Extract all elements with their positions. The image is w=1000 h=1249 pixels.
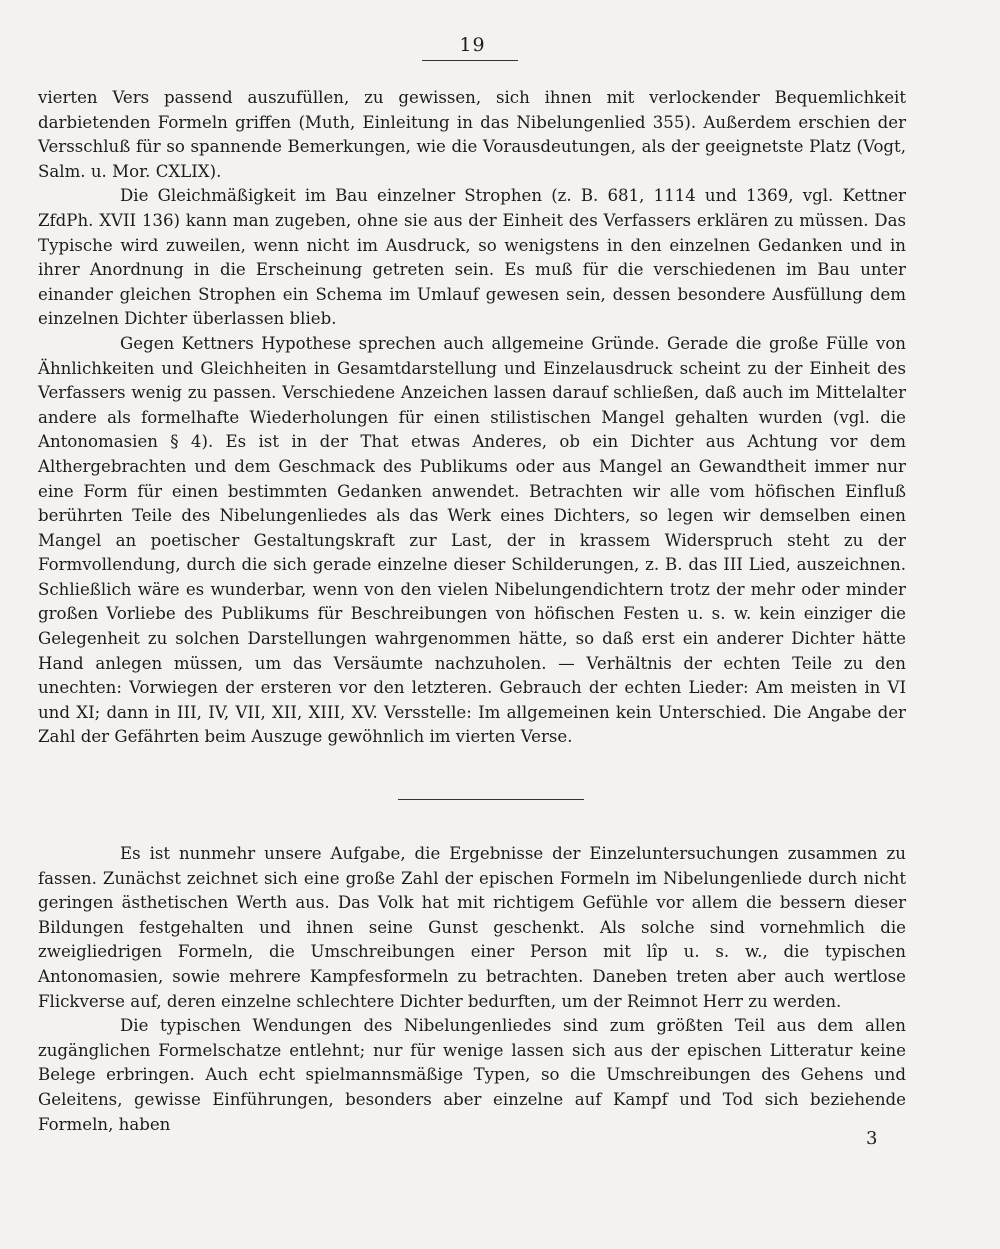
signature-mark: 3 — [866, 1128, 878, 1149]
paragraph: Die Gleichmäßigkeit im Bau einzelner Strophen (z. B. 681, 1114 und 1369, vgl. Kettner ZfdPh. XVII 136) kann man zugeben, ohne sie aus der Einheit des Verfassers erklären zu müssen. Das Typische wird zuweilen, wenn nicht im Ausdruck, so wenigstens in den einzelnen Gedanken und in ihrer Anordnung in die Erscheinung getreten sein. Es muß für die verschiedenen im Bau unter einander gleichen Strophen ein Schema im Umlauf gewesen sein, dessen besondere Ausfüllung dem einzelnen Dichter überlassen blieb. — [38, 186, 906, 329]
paragraph: Die typischen Wendungen des Nibelungenliedes sind zum größten Teil aus dem allen zugänglichen Formelschatze entlehnt; nur für wenige lassen sich aus der epischen Litteratur keine Belege erbringen. Auch echt spielmannsmäßige Typen, so die Umschreibungen des Gehens und Geleitens, gewisse Einführungen, besonders aber einzelne auf Kampf und Tod sich beziehende Formeln, haben — [38, 1016, 906, 1134]
paragraph: Gegen Kettners Hypothese sprechen auch allgemeine Gründe. Gerade die große Fülle von Ähnlichkeiten und Gleichheiten in Gesamtdarstellung und Einzelausdruck scheint zu der Einheit des Verfassers wenig zu passen. Verschiedene Anzeichen lassen darauf schließen, daß auch im Mittelalter andere als formelhafte Wiederholungen für einen stilistischen Mangel gehalten wurden (vgl. die Antonomasien § 4). Es ist in der That etwas Anderes, ob ein Dichter aus Achtung vor dem Althergebrachten und dem Geschmack des Publikums oder aus Mangel an Gewandtheit immer nur eine Form für einen bestimmten Gedanken anwendet. Betrachten wir alle vom höfischen Einfluß berührten Teile des Nibelungenliedes als das Werk eines Dichters, so legen wir demselben einen Mangel an poetischer Gestaltungskraft zur Last, der in krassem Widerspruch steht zu der Formvollendung, durch die sich gerade einzelne dieser Schilderungen, z. B. das III Lied, auszeichnen. Schließlich wäre es wunderbar, wenn von den vielen Nibelungendichtern trotz der mehr oder minder großen Vorliebe des Publikums für Beschreibungen von höfischen Festen u. s. w. kein einziger die Gelegenheit zu solchen Darstellungen wahrgenommen hätte, so daß erst ein anderer Dichter hätte Hand anlegen müssen, um das Versäumte nachzuholen. — Verhältnis der echten Teile zu den unechten: Vorwiegen der ersteren vor den letzteren. Gebrauch der echten Lieder: Am meisten in VI und XI; dann in III, IV, VII, XII, XIII, XV. Versstelle: Im allgemeinen kein Unterschied. Die Angabe der Zahl der Gefährten beim Auszuge gewöhnlich im vierten Verse. — [38, 333, 906, 747]
section-divider — [398, 799, 584, 800]
paragraph: Es ist nunmehr unsere Aufgabe, die Ergebnisse der Einzeluntersuchungen zusammen zu fassen. Zunächst zeichnet sich eine große Zahl der epischen Formeln im Nibelungenliede durch nicht geringen ästhetischen Werth aus. Das Volk hat mit richtigem Gefühle vor allem die bessern dieser Bildungen festgehalten und ihnen seine Gunst geschenkt. Als solche sind vornehmlich die zweigliedrigen Formeln, die Umschreibungen einer Person mit lîp u. s. w., die typischen Antonomasien, sowie mehrere Kampfesformeln zu betrachten. Daneben treten aber auch wertlose Flickverse auf, deren einzelne schlechtere Dichter bedurften, um der Reimnot Herr zu werden. — [38, 844, 906, 1011]
paragraph: vierten Vers passend auszufüllen, zu gewissen, sich ihnen mit verlockender Bequemlichkeit darbietenden Formeln griffen (Muth, Einleitung in das Nibelungenlied 355). Außerdem erschien der Versschluß für so spannende Bemerkungen, wie die Vorausdeutungen, als der geeignetste Platz (Vogt, Salm. u. Mor. CXLIX). — [38, 88, 906, 181]
header-rule — [422, 60, 518, 61]
page-number: 19 — [459, 34, 486, 56]
text-section-2 — [38, 842, 906, 1137]
text-section-1 — [38, 86, 906, 750]
